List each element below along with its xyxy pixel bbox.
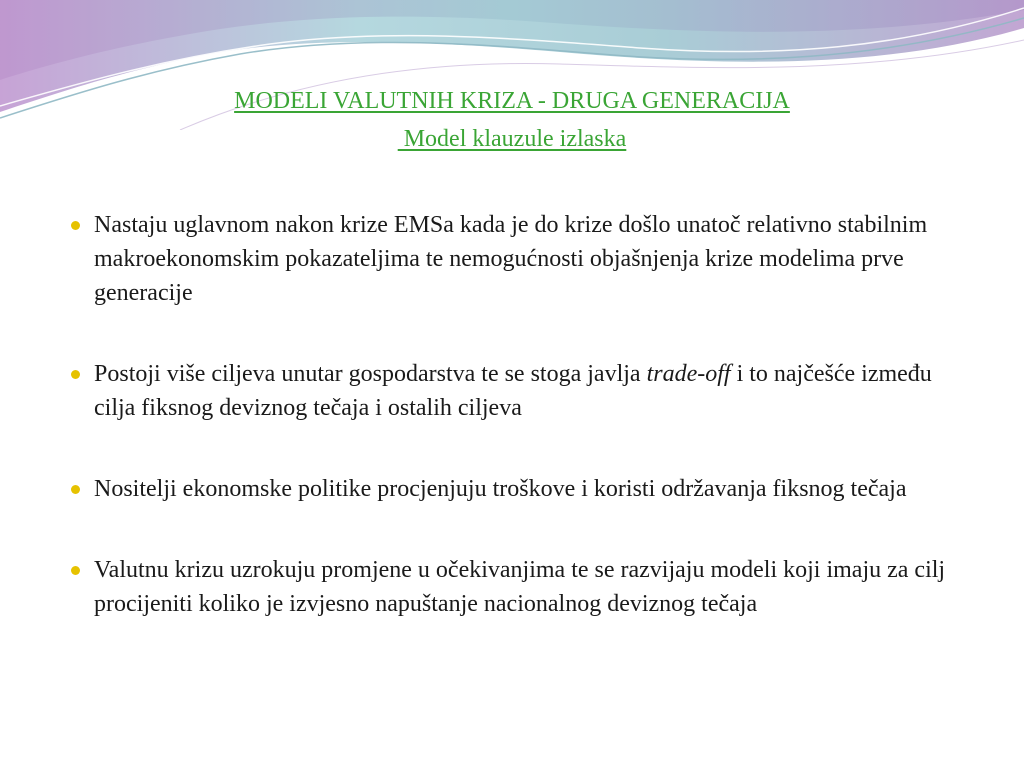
bullet-text-after: i to najčešće između cilja fiksnog deviznog tečaja i ostalih ciljeva xyxy=(94,361,932,421)
bullet-text: Nastaju uglavnom nakon krize EMSa kada je do krize došlo unatoč relativno stabilnim makroekonomskim pokazateljima te nemogućnosti objašnjenja krize modelima prve generacije xyxy=(94,212,928,306)
bullet-list xyxy=(70,208,970,621)
bullet-dot-icon xyxy=(71,485,80,494)
bullet-text: Valutnu krizu uzrokuju promjene u očekivanjima te se razvijaju modeli koji imaju za cilj procijeniti koliko je izvjesno napuštanje nacionalnog deviznog tečaja xyxy=(94,557,946,617)
bullet-text: Nositelji ekonomske politike procjenjuju troškove i koristi održavanja fiksnog tečaja xyxy=(94,476,907,502)
bullet-dot-icon xyxy=(71,221,80,230)
slide-subtitle: Model klauzule izlaska xyxy=(397,126,627,152)
bullet-text-italic: trade-off xyxy=(646,361,731,387)
bullet-item xyxy=(70,357,970,425)
bullet-item xyxy=(70,208,970,310)
bullet-item xyxy=(70,472,970,506)
title-block xyxy=(0,84,1024,160)
bullet-item xyxy=(70,553,970,621)
slide-title: MODELI VALUTNIH KRIZA - DRUGA GENERACIJA xyxy=(234,88,790,114)
bullet-dot-icon xyxy=(71,566,80,575)
bullet-dot-icon xyxy=(71,370,80,379)
bullet-text-before: Postoji više ciljeva unutar gospodarstva te se stoga javlja xyxy=(94,361,647,387)
